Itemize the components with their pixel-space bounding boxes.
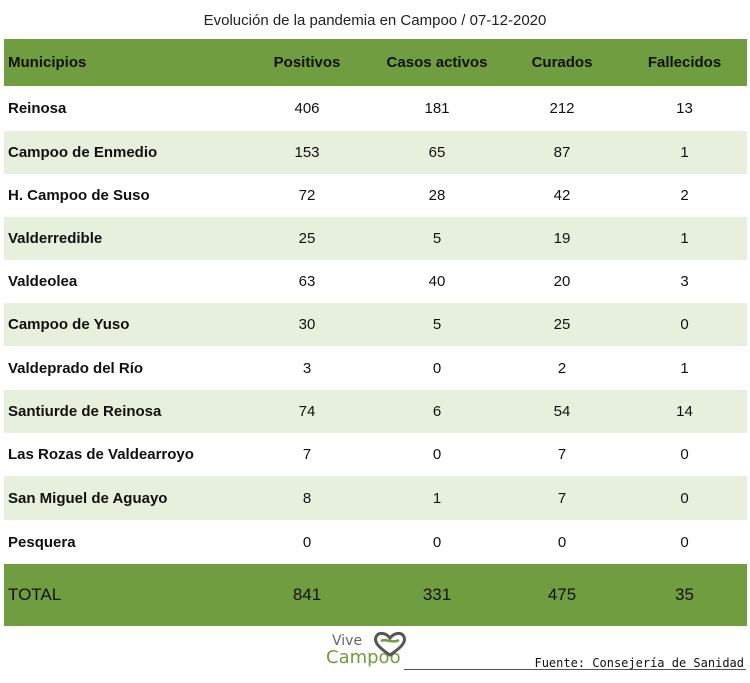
cell-curados: 42 (553, 187, 571, 204)
cell-positivos: 7 (302, 446, 312, 463)
cell-casos-activos: 181 (424, 100, 450, 117)
cell-curados: 19 (553, 230, 571, 247)
cell-municipio: Pesquera (8, 533, 76, 551)
cell-positivos: 63 (298, 273, 316, 290)
cell-municipio: H. Campoo de Suso (8, 187, 150, 204)
cell-fallecidos: 0 (680, 533, 689, 551)
cell-curados: 87 (553, 144, 571, 161)
cell-municipio: Reinosa (8, 100, 67, 117)
table-row (4, 174, 747, 217)
cell-municipio: Las Rozas de Valdearroyo (8, 446, 194, 463)
cell-municipio: Campoo de Enmedio (8, 144, 158, 161)
table-row (4, 86, 747, 131)
table-row (4, 346, 747, 390)
source-label: Fuente: Consejería de Sanidad (534, 656, 744, 670)
cell-curados: 7 (557, 446, 567, 463)
data-table (4, 39, 747, 626)
cell-casos-activos: 5 (432, 316, 442, 333)
cell-municipio: Valdeprado del Río (8, 359, 144, 377)
cell-fallecidos: 1 (680, 359, 689, 377)
total-fallecidos: 35 (675, 585, 694, 604)
cell-curados: 212 (549, 100, 575, 117)
cell-fallecidos: 1 (680, 144, 689, 161)
cell-casos-activos: 0 (432, 446, 442, 463)
table-row (4, 476, 747, 520)
cell-municipio: San Miguel de Aguayo (8, 489, 168, 507)
cell-curados: 7 (557, 489, 567, 507)
cell-municipio: Valdeolea (8, 273, 78, 290)
header-curados: Curados (531, 54, 593, 71)
cell-fallecidos: 0 (680, 316, 689, 333)
cell-casos-activos: 1 (432, 489, 442, 507)
footer (0, 625, 750, 683)
header-positivos: Positivos (273, 54, 341, 71)
heart-icon (372, 631, 408, 657)
total-curados: 475 (547, 585, 577, 604)
table-row (4, 260, 747, 303)
cell-positivos: 8 (302, 489, 312, 507)
cell-fallecidos: 1 (680, 230, 689, 247)
cell-fallecidos: 2 (680, 187, 689, 204)
cell-curados: 0 (557, 533, 567, 551)
table-row (4, 217, 747, 260)
cell-curados: 54 (553, 403, 571, 420)
cell-casos-activos: 0 (432, 533, 442, 551)
total-label: TOTAL (8, 585, 62, 604)
table-total-row (4, 564, 747, 626)
table-row (4, 131, 747, 174)
cell-municipio: Campoo de Yuso (8, 316, 130, 333)
header-casos-activos: Casos activos (386, 54, 488, 71)
table-row (4, 520, 747, 564)
cell-positivos: 3 (302, 359, 312, 377)
cell-positivos: 406 (294, 100, 320, 117)
cell-municipio: Santiurde de Reinosa (8, 403, 162, 420)
cell-fallecidos: 14 (676, 403, 693, 420)
logo-text-campoo: Campoo (326, 647, 401, 668)
cell-municipio: Valderredible (8, 230, 103, 247)
cell-casos-activos: 65 (428, 144, 446, 161)
cell-casos-activos: 28 (428, 187, 446, 204)
header-fallecidos: Fallecidos (647, 54, 722, 71)
table-title: Evolución de la pandemia en Campoo / 07-12-2020 (203, 12, 547, 29)
cell-curados: 25 (553, 316, 571, 333)
table-row (4, 433, 747, 476)
total-casos-activos: 331 (422, 585, 452, 604)
cell-positivos: 72 (298, 187, 316, 204)
cell-casos-activos: 6 (432, 403, 442, 420)
cell-curados: 2 (557, 359, 567, 377)
cell-fallecidos: 3 (680, 273, 689, 290)
table-body (4, 86, 747, 564)
cell-casos-activos: 5 (432, 230, 442, 247)
cell-casos-activos: 40 (428, 273, 446, 290)
cell-fallecidos: 13 (676, 100, 693, 117)
cell-fallecidos: 0 (680, 489, 689, 507)
table-row (4, 303, 747, 346)
table-row (4, 390, 747, 433)
cell-casos-activos: 0 (432, 359, 442, 377)
cell-fallecidos: 0 (680, 446, 689, 463)
cell-positivos: 74 (298, 403, 316, 420)
cell-positivos: 25 (298, 230, 316, 247)
total-positivos: 841 (292, 585, 322, 604)
header-municipios: Municipios (8, 54, 87, 71)
logo-text-vive: Vive (332, 633, 363, 649)
cell-positivos: 153 (294, 144, 320, 161)
table-header (4, 39, 747, 86)
cell-positivos: 0 (302, 533, 312, 551)
cell-curados: 20 (553, 273, 571, 290)
cell-positivos: 30 (298, 316, 316, 333)
